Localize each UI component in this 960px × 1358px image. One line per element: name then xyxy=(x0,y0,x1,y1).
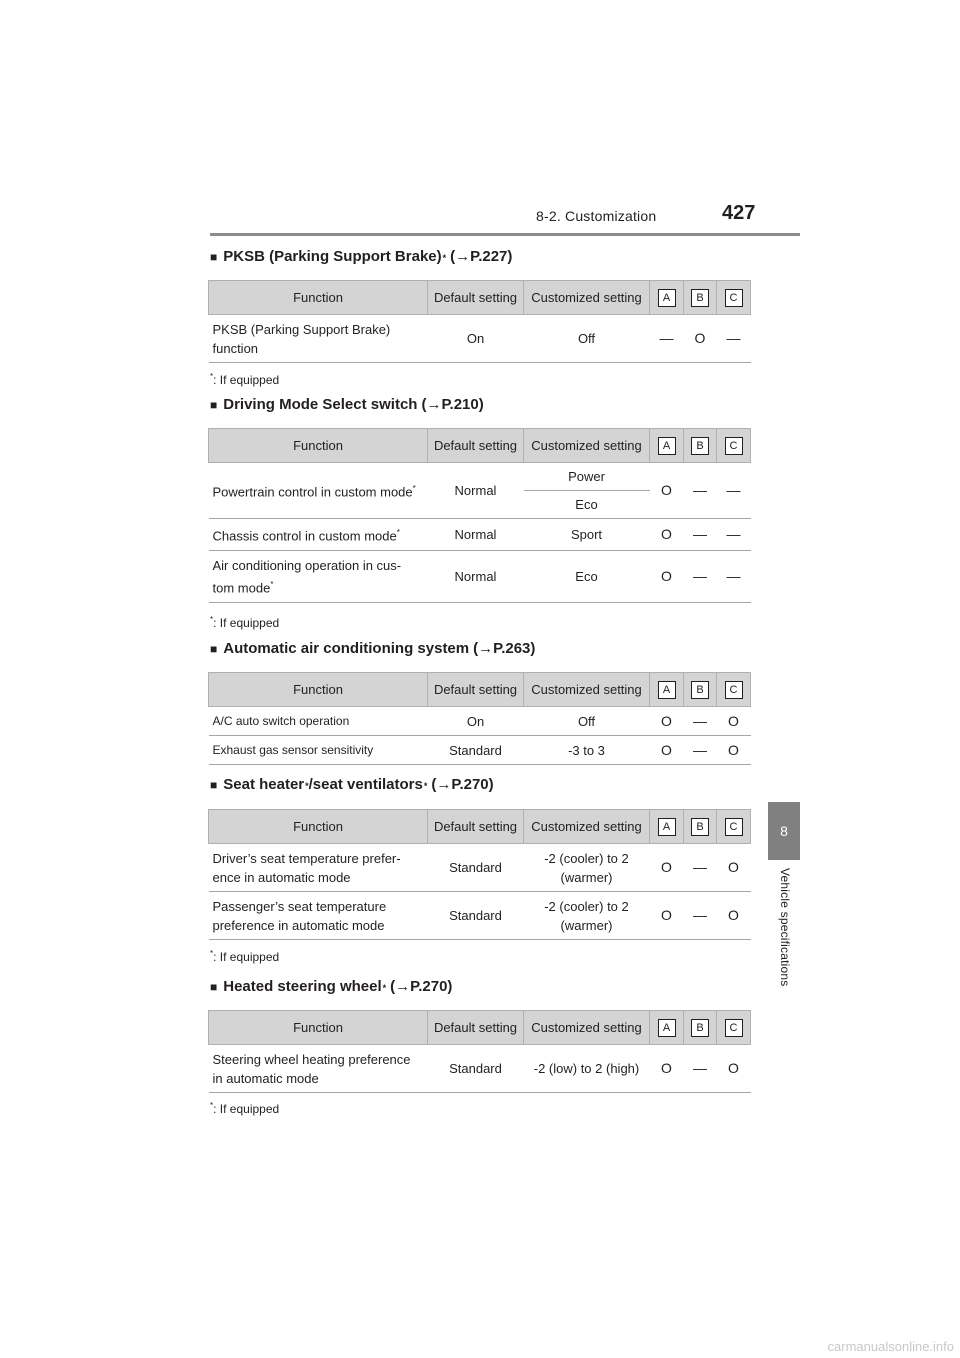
footnote: *: If equipped xyxy=(210,1101,280,1116)
chapter-tab: 8 xyxy=(768,802,800,860)
watermark: carmanualsonline.info xyxy=(827,1339,954,1354)
page-reference[interactable]: (→P.227) xyxy=(450,248,513,265)
table-header-row: Function Default setting Customized setting A B C xyxy=(209,673,751,707)
footnote: *: If equipped xyxy=(210,949,280,964)
table-row: Air conditioning operation in cus- tom mode* Normal Eco O — — xyxy=(209,551,751,603)
table-header-row: Function Default setting Customized setting A B C xyxy=(209,281,751,315)
table-row: Eco xyxy=(209,491,751,519)
bullet-square-icon: ■ xyxy=(210,250,218,264)
settings-table-air-conditioning xyxy=(208,672,751,765)
page-reference[interactable]: (→P.270) xyxy=(431,776,494,793)
table-row: Chassis control in custom mode* Normal Sport O — — xyxy=(209,519,751,551)
chapter-tab-label: Vehicle specifications xyxy=(778,868,792,987)
settings-table-pksb xyxy=(208,280,751,363)
page-reference[interactable]: (→P.263) xyxy=(473,640,536,657)
header-rule xyxy=(210,233,800,236)
table-row: A/C auto switch operation On Off O — O xyxy=(209,707,751,736)
settings-table-seat-heater xyxy=(208,809,751,940)
bullet-square-icon: ■ xyxy=(210,398,218,412)
table-row: Exhaust gas sensor sensitivity Standard -3 to 3 O — O xyxy=(209,736,751,765)
page-number: 427 xyxy=(722,202,756,224)
footnote: *: If equipped xyxy=(210,615,280,630)
table-row: Driver’s seat temperature prefer- ence in automatic mode Standard -2 (cooler) to 2 (warmer) O — O xyxy=(209,844,751,892)
page-reference[interactable]: (→P.270) xyxy=(390,978,453,995)
settings-table-driving-mode xyxy=(208,428,751,603)
bullet-square-icon: ■ xyxy=(210,980,218,994)
section-heading-heated-steering: ■ Heated steering wheel * (→P.270) xyxy=(210,978,453,995)
section-heading-air-conditioning: ■ Automatic air conditioning system (→P.263) xyxy=(210,640,536,657)
table-header-row: Function Default setting Customized setting A B C xyxy=(209,810,751,844)
table-row: Steering wheel heating preference in automatic mode Standard -2 (low) to 2 (high) O — O xyxy=(209,1045,751,1093)
section-title: 8-2. Customization xyxy=(536,208,657,224)
table-header-row: Function Default setting Customized setting A B C xyxy=(209,429,751,463)
section-heading-seat-heater: ■ Seat heater * /seat ventilators * (→P.270) xyxy=(210,776,494,793)
bullet-square-icon: ■ xyxy=(210,642,218,656)
table-header-row: Function Default setting Customized setting A B C xyxy=(209,1011,751,1045)
section-heading-pksb: ■ PKSB (Parking Support Brake) * (→P.227) xyxy=(210,248,513,265)
page-reference[interactable]: (→P.210) xyxy=(421,396,484,413)
table-row: PKSB (Parking Support Brake) function On Off — O — xyxy=(209,315,751,363)
footnote: *: If equipped xyxy=(210,372,280,387)
section-heading-driving-mode: ■ Driving Mode Select switch (→P.210) xyxy=(210,396,484,413)
table-row: Passenger’s seat temperature preference in automatic mode Standard -2 (cooler) to 2 (warmer) O — O xyxy=(209,892,751,940)
table-row: Powertrain control in custom mode* Normal Power O — — xyxy=(209,463,751,491)
settings-table-heated-steering xyxy=(208,1010,751,1093)
bullet-square-icon: ■ xyxy=(210,778,218,792)
